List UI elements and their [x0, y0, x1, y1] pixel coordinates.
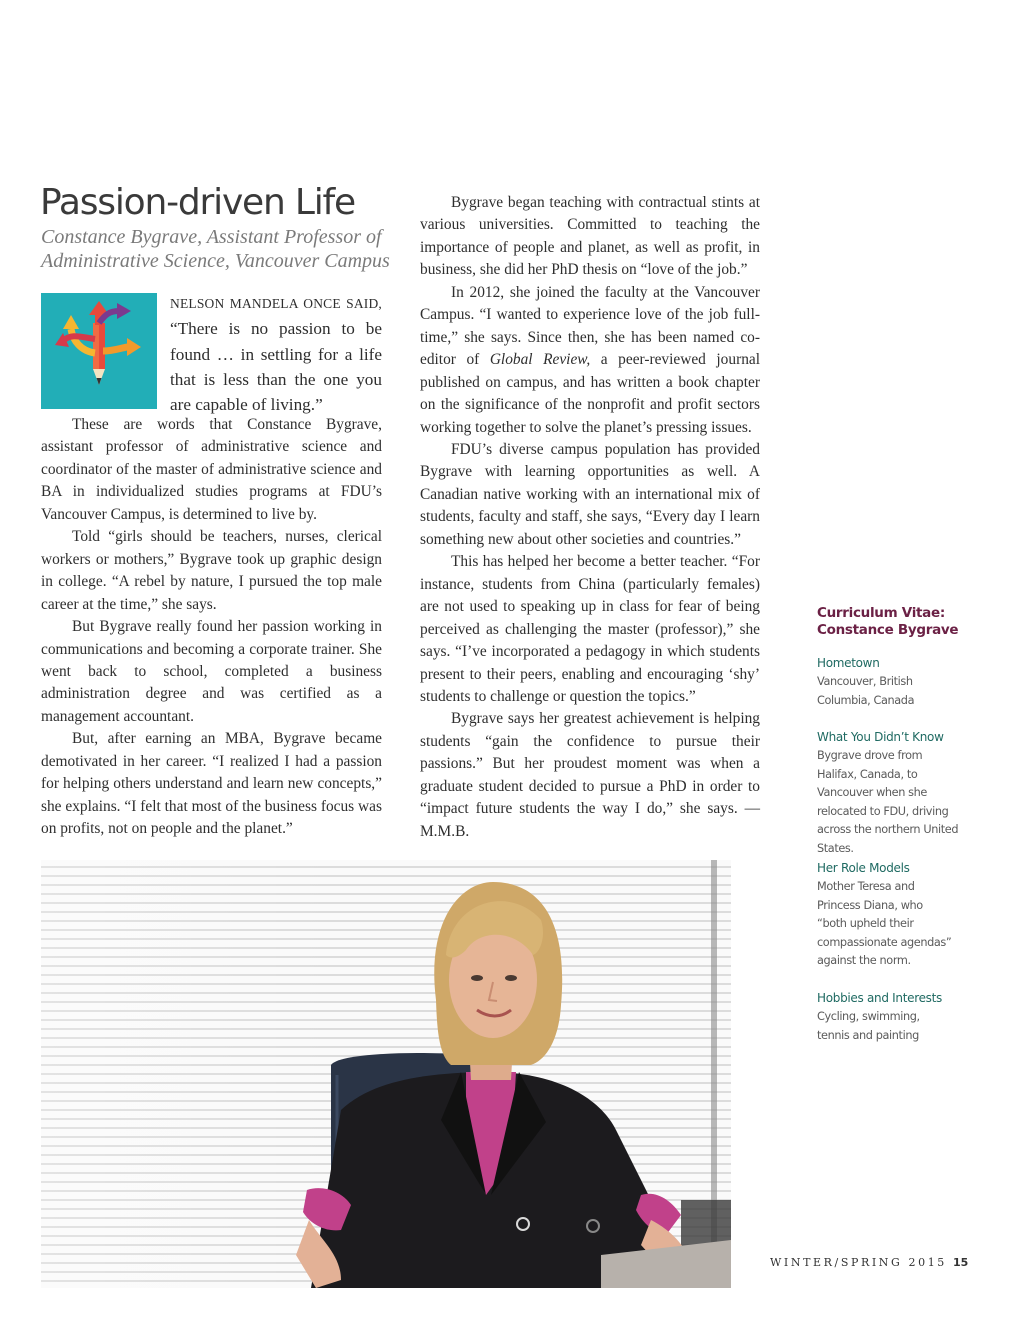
journal-title: Global Review, — [489, 351, 591, 369]
paragraph: But, after earning an MBA, Bygrave became demotivated in her career. “I realized I had a passion for helping others understand and learn new concepts,” she explains. “I felt that most of the business focus was on profits, not on people and the planet.” — [41, 730, 382, 838]
paragraph: This has helped her become a better teacher. “For instance, students from China (particularly females) are not used to speaking up in class for fear of being perceived as challenging the master (professor),” she says. “I’ve incorporated a pedagogy in which students present to their peers, enabling and encouraging ‘shy’ students to challenge or question the topics.” — [420, 553, 760, 705]
issue-label: WINTER/SPRING 2015 — [770, 1256, 947, 1269]
cv-text: Vancouver, British Columbia, Canada — [817, 675, 915, 707]
mandela-quote: “There is no passion to be found … in settling for a life that is less than the one you are capable of living.” — [170, 319, 382, 415]
cv-heading: Hometown — [817, 656, 880, 670]
body-column-left — [41, 414, 382, 841]
page-number: 15 — [953, 1256, 969, 1269]
article-subtitle: Constance Bygrave, Assistant Professor of Administrative Science, Vancouver Campus — [41, 226, 390, 272]
cv-text: Bygrave drove from Halifax, Canada, to Vancouver when she relocated to FDU, driving across the northern United States. — [817, 749, 959, 855]
cv-section-didnt-know — [817, 729, 987, 859]
cv-text: Mother Teresa and Princess Diana, who “both upheld their compassionate agendas” against the norm. — [817, 880, 952, 968]
lead-smallcaps: NELSON MANDELA ONCE SAID, — [170, 296, 382, 311]
lead-paragraph — [170, 290, 382, 417]
sidebar-title: Curriculum Vitae: Constance Bygrave — [817, 605, 959, 638]
cv-heading: What You Didn’t Know — [817, 730, 944, 744]
paragraph: Bygrave says her greatest achievement is helping students “gain the confidence to pursue their passions.” But her proudest moment was when a graduate student decided to pursue a PhD in order to “impact future students the way I do,” she says. — M.M.B. — [420, 710, 760, 840]
page-footer — [770, 1256, 968, 1269]
cv-section-hometown — [817, 655, 987, 710]
cv-text: Cycling, swimming, tennis and painting — [817, 1010, 920, 1042]
paragraph: In 2012, she joined the faculty at the Vancouver Campus. “I wanted to experience love of the job full-time,” she says. Since then, she has been named co-editor of Global Review, a peer-reviewed journal published on campus, and has written a book chapter on the significance of the nonprofit and profit sectors working together to solve the planet’s pressing issues. — [420, 283, 760, 436]
article-title: Passion-driven Life — [40, 182, 355, 223]
cv-section-role-models — [817, 860, 987, 971]
paragraph: Bygrave began teaching with contractual stints at various universities. Committed to teaching the importance of people and planet, as well as profit, in business, she did her PhD thesis on “love of the job.” — [420, 194, 760, 279]
paragraph: But Bygrave really found her passion working in communications and becoming a corporate trainer. She went back to school, completed a business administration degree and was certified as a management accountant. — [41, 618, 382, 725]
body-column-right — [420, 192, 760, 843]
arrows-pencil-icon — [41, 293, 157, 409]
paragraph: Told “girls should be teachers, nurses, clerical workers or mothers,” Bygrave took up graphic design in college. “A rebel by nature, I pursued the top male career at the time,” she says. — [41, 528, 382, 613]
paragraph: FDU’s diverse campus population has provided Bygrave with learning opportunities as well. A Canadian native working with an international mix of students, faculty and staff, she says, “Every day I learn something new about other societies and countries.” — [420, 440, 760, 548]
paragraph: These are words that Constance Bygrave, assistant professor of administrative science and coordinator of the master of administrative science and BA in individualized studies programs at FDU’s Vancouver Campus, is determined to live by. — [41, 416, 382, 523]
cv-heading: Hobbies and Interests — [817, 991, 942, 1005]
cv-heading: Her Role Models — [817, 861, 910, 875]
cv-section-hobbies — [817, 990, 987, 1045]
portrait-photo — [41, 860, 731, 1288]
